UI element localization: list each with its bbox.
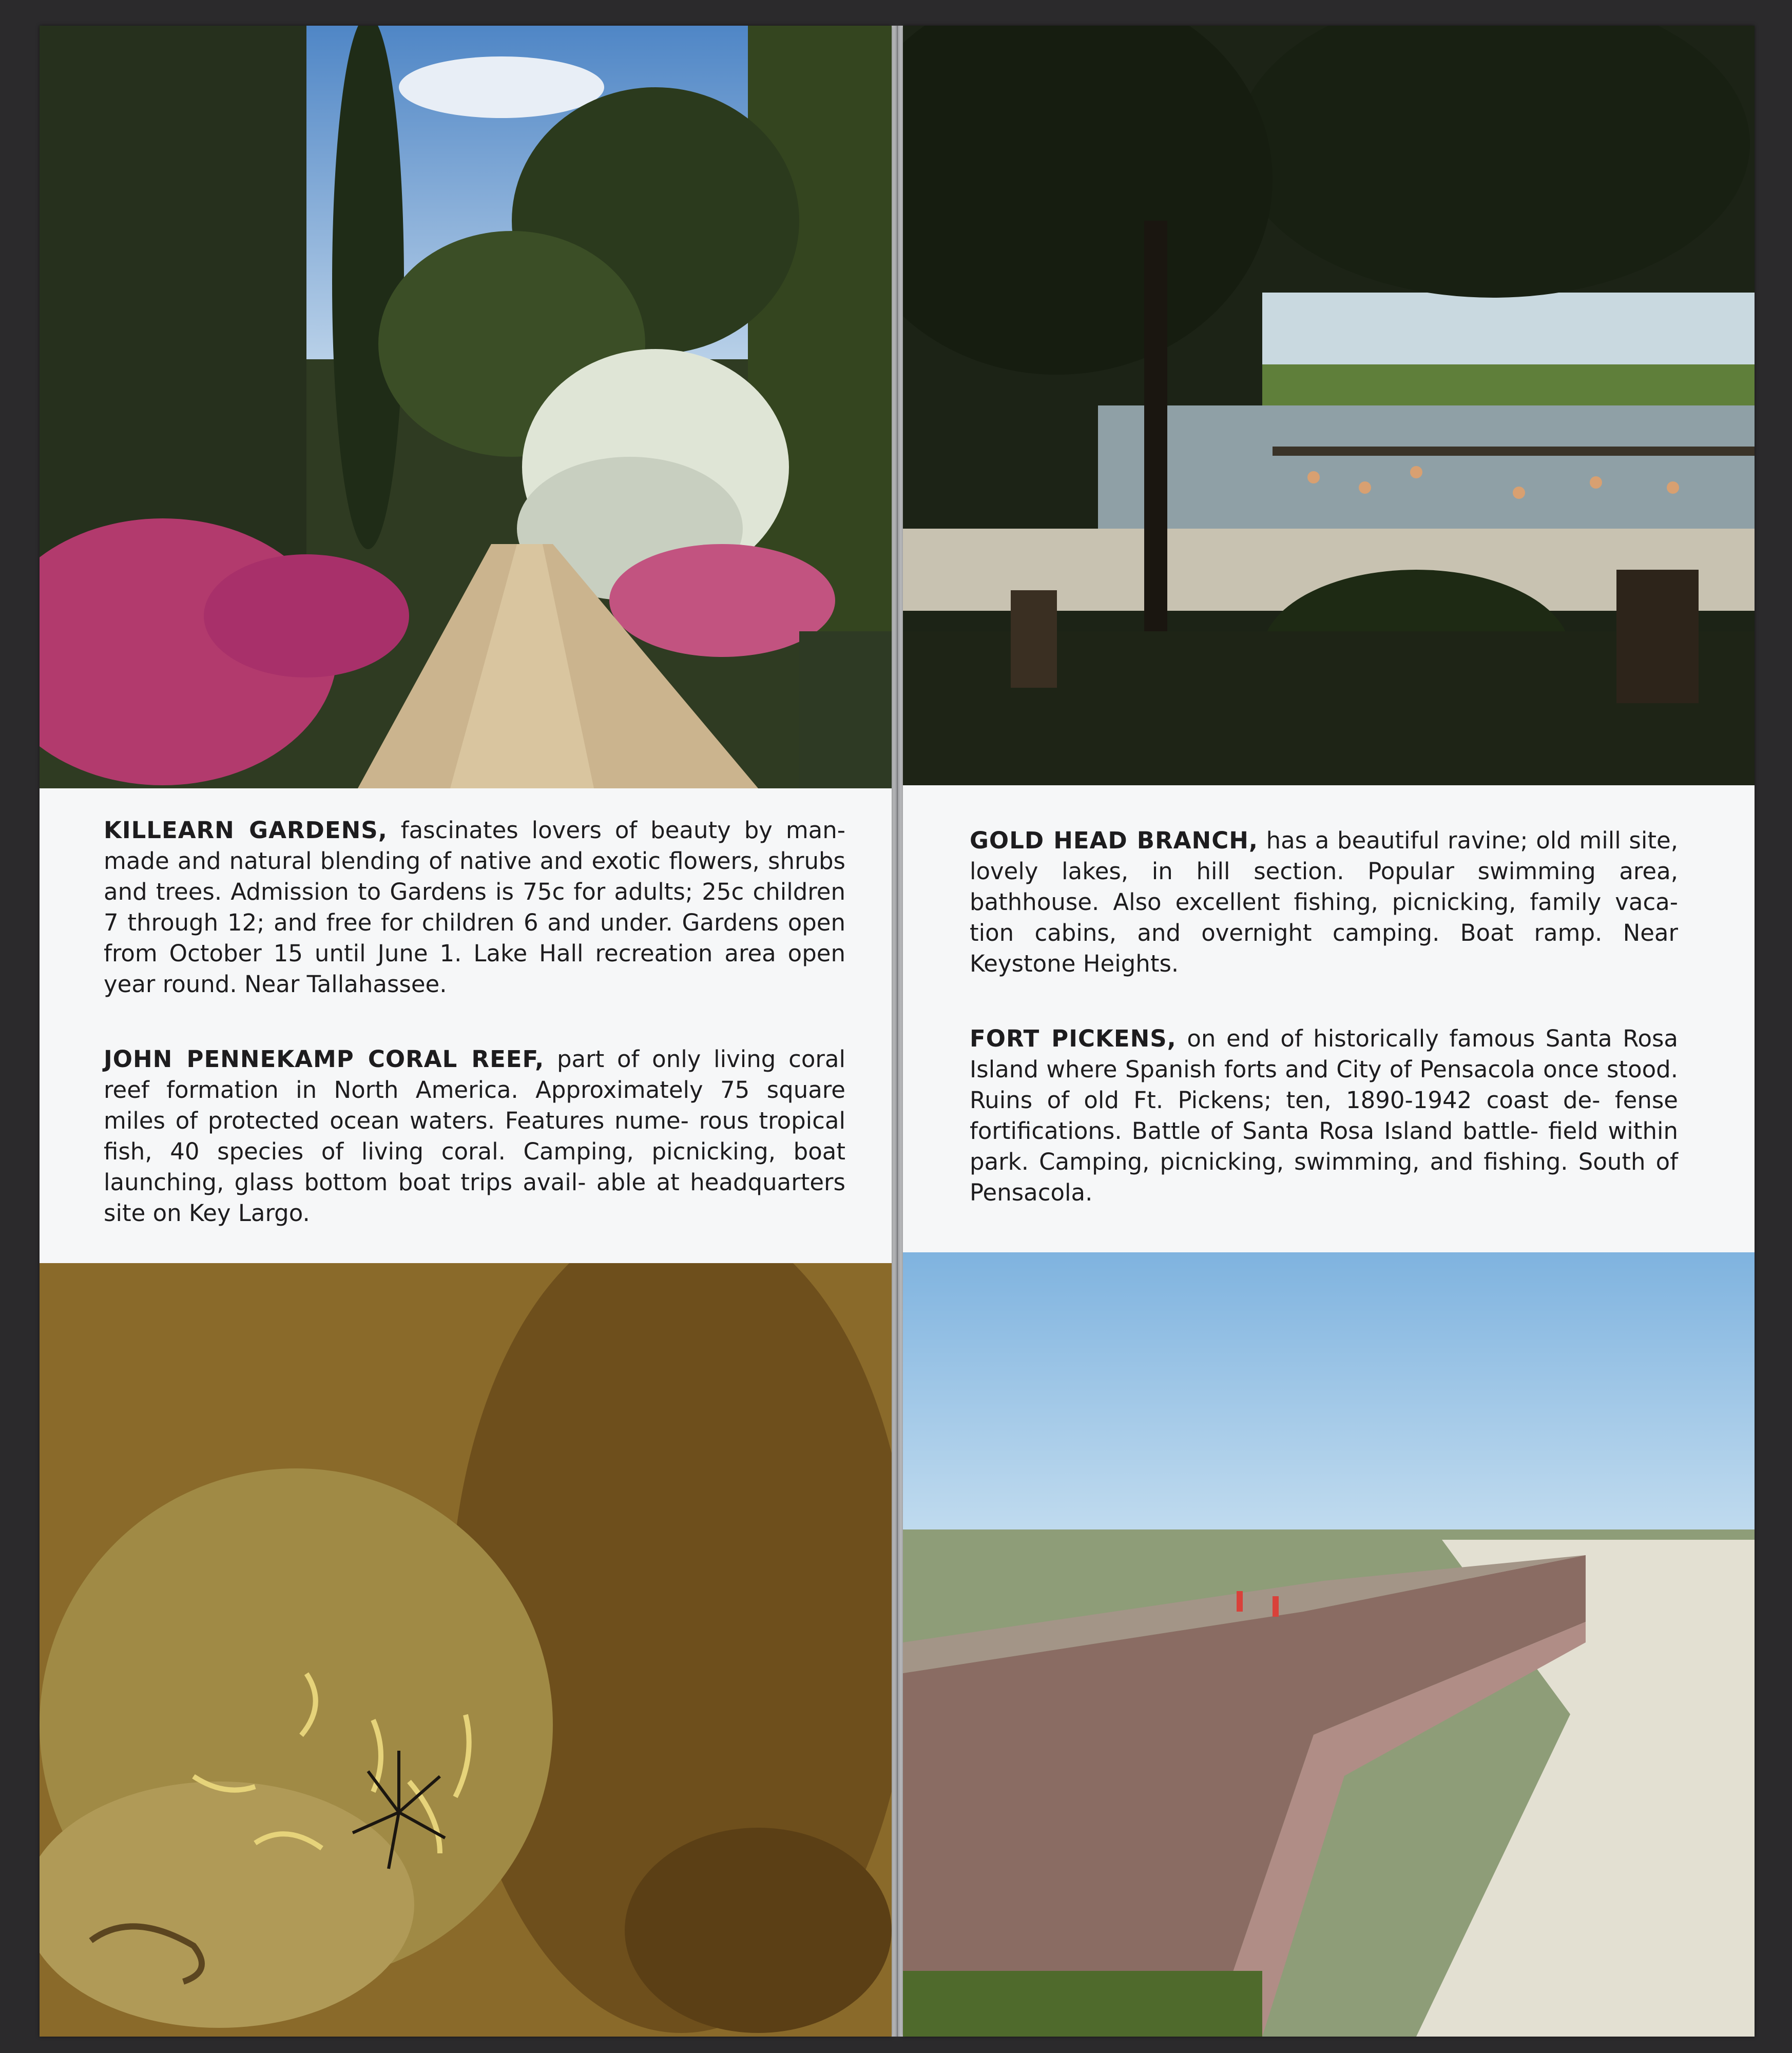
- gold-head-branch-lake-photo: [903, 26, 1755, 785]
- killearn-gardens-heading: KILLEARN GARDENS,: [104, 817, 388, 844]
- coral-reef-photo: [40, 1263, 892, 2037]
- pennekamp-paragraph: [104, 1044, 845, 1229]
- body-line: stood. Ruins of old Ft. Pickens; ten, 1890-1942 coast de-: [970, 1056, 1679, 1114]
- left-page: [40, 26, 892, 2037]
- body-line: made and natural blending of native and exotic flowers,: [104, 847, 760, 875]
- fort-pickens-paragraph: [970, 1023, 1678, 1208]
- body-line: Island where Spanish forts and City of Pensacola once: [970, 1056, 1599, 1083]
- right-page: [903, 26, 1755, 2037]
- body-line: reef formation in North America. Approximately 75: [104, 1076, 750, 1103]
- body-line: picnicking, boat launching, glass bottom boat trips avail-: [104, 1138, 845, 1196]
- gold-head-branch-paragraph: [970, 825, 1678, 979]
- body-line: fascinates lovers of beauty by man-: [400, 817, 846, 844]
- body-line: bathhouse. Also excellent fishing, picnicking, family vaca-: [970, 888, 1678, 916]
- pennekamp-heading: JOHN PENNEKAMP CORAL REEF,: [104, 1045, 545, 1073]
- killearn-gardens-photo: [40, 26, 892, 788]
- gold-head-branch-heading: GOLD HEAD BRANCH,: [970, 827, 1258, 854]
- body-line: on end of historically famous Santa Rosa: [1187, 1025, 1678, 1052]
- body-line: Keystone Heights.: [970, 950, 1179, 977]
- body-line: tion cabins, and overnight camping. Boat ramp. Near: [970, 919, 1678, 946]
- body-line: 25c children 7 through 12; and free for children 6 and: [104, 878, 846, 936]
- body-line: fense fortifications. Battle of Santa Rosa Island battle-: [970, 1087, 1678, 1145]
- killearn-gardens-paragraph: [104, 815, 845, 1000]
- body-line: part of only living coral: [556, 1045, 845, 1073]
- body-line: fishing. South of Pensacola.: [970, 1148, 1679, 1206]
- fort-pickens-photo: [903, 1252, 1755, 2037]
- body-line: Hall recreation area open year round. Near Tallahassee.: [104, 940, 845, 998]
- body-line: square miles of protected ocean waters. Features nume-: [104, 1076, 845, 1134]
- fort-pickens-heading: FORT PICKENS,: [970, 1025, 1177, 1052]
- body-line: able at headquarters site on Key Largo.: [104, 1169, 845, 1227]
- left-text-block: [104, 815, 845, 1229]
- body-line: has a beautiful ravine; old mill: [1266, 827, 1621, 854]
- body-line: field within park. Camping, picnicking, swimming, and: [970, 1117, 1678, 1175]
- body-line: rous tropical fish, 40 species of living coral. Camping,: [104, 1107, 845, 1165]
- right-text-block: [970, 825, 1678, 1208]
- body-line: site, lovely lakes, in hill section. Popular swimming area,: [970, 827, 1679, 885]
- body-line: under. Gardens open from October 15 until June 1. Lake: [104, 909, 845, 967]
- body-line: shrubs and trees. Admission to Gardens is 75c for adults;: [104, 847, 845, 905]
- brochure-spine: [892, 26, 903, 2037]
